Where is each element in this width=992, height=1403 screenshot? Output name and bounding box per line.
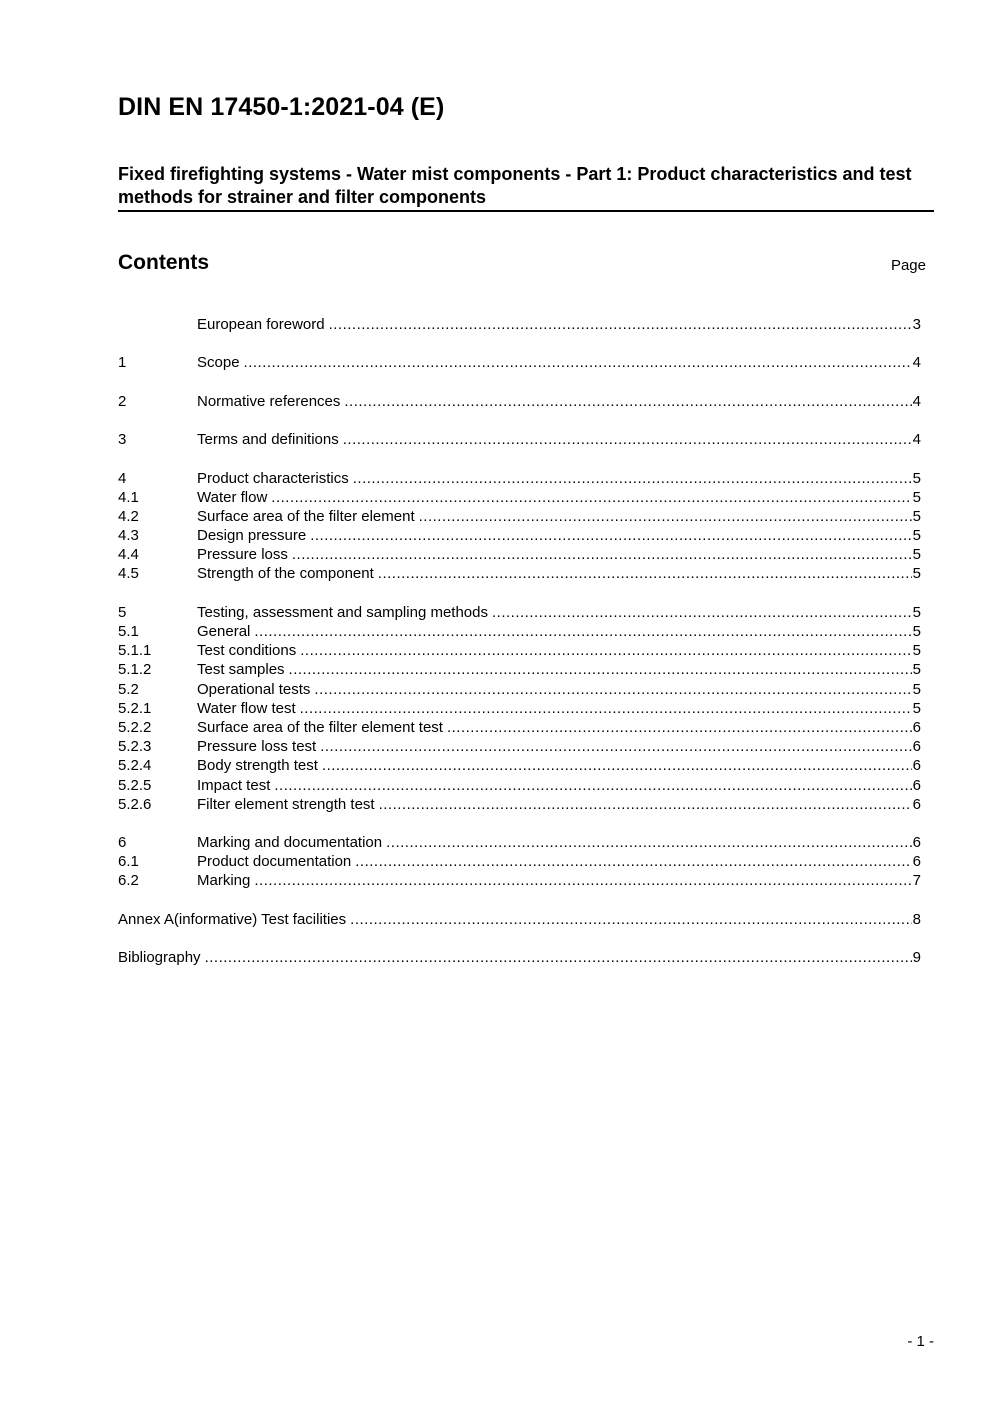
toc-entry-title: Surface area of the filter element test [197,718,443,736]
toc-entry-title: Terms and definitions [197,431,339,449]
toc-entry[interactable] [118,488,921,507]
toc-entry-page: 9 [912,949,921,967]
toc-entry-number: 1 [118,354,127,372]
toc-entry[interactable] [118,545,921,564]
toc-entry[interactable] [118,776,921,795]
toc-dot-leader [419,507,912,526]
toc-entry-title: European foreword [197,316,325,333]
toc-dot-leader [300,641,911,660]
toc-entry-page: 5 [912,680,921,698]
toc-dot-leader [386,833,912,852]
toc-entry-number: 3 [118,431,127,449]
toc-entry[interactable] [118,430,921,449]
toc-entry[interactable] [118,680,921,699]
toc-entry-number: 4.3 [118,527,139,545]
toc-entry-number: 5.1 [118,623,139,640]
toc-entry-title: Water flow [197,488,268,506]
contents-heading: Contents [118,251,209,274]
toc-dot-leader [447,718,912,737]
toc-entry-title: Pressure loss [197,546,288,564]
toc-entry-number: 4.1 [118,488,139,506]
toc-entry-page: 6 [912,834,921,852]
toc-entry-number: 5.2.6 [118,795,152,813]
toc-entry-page: 5 [912,661,921,679]
toc-entry[interactable] [118,871,921,890]
toc-entry-title: Surface area of the filter element [197,507,415,525]
toc-entry[interactable] [118,526,921,545]
toc-entry-title: Scope [197,354,240,372]
toc-entry-title: Testing, assessment and sampling methods [197,603,488,621]
toc-entry-number: 6.1 [118,853,139,871]
toc-dot-leader [344,392,911,411]
toc-entry-number: 5.1.2 [118,661,152,679]
page-column-label: Page [890,257,926,274]
toc-dot-leader [292,545,912,564]
toc-entry[interactable] [118,910,921,929]
toc-dot-leader [355,852,911,871]
toc-entry-page: 5 [912,469,921,487]
toc-entry-title: Normative references [197,392,341,410]
toc-entry-number: 4 [118,469,127,487]
toc-entry-number: 5.2.3 [118,738,152,756]
toc-entry-title: Design pressure [197,527,307,545]
toc-entry-page: 6 [912,718,921,736]
toc-entry-page: 6 [912,795,921,813]
toc-dot-leader [254,871,911,890]
toc-entry[interactable] [118,948,921,967]
toc-entry-title: Marking and documentation [197,834,383,852]
toc-entry[interactable] [118,737,921,756]
toc-entry[interactable] [118,852,921,871]
toc-entry-page: 5 [912,603,921,621]
toc-entry-page: 6 [912,738,921,756]
title-divider [118,210,934,212]
toc-dot-leader [300,699,912,718]
toc-dot-leader [314,680,911,699]
toc-dot-leader [320,737,911,756]
toc-entry-page: 6 [912,757,921,775]
toc-entry-page: 3 [912,316,921,333]
page-number: - 1 - [907,1333,934,1350]
toc-entry[interactable] [118,660,921,679]
toc-entry-page: 6 [912,776,921,794]
toc-entry-number: 4.2 [118,507,139,525]
toc-entry-title: Test samples [197,661,285,679]
toc-dot-leader [322,756,912,775]
toc-entry-title: Water flow test [197,699,296,717]
toc-dot-leader [379,795,912,814]
toc-entry-number: 5.2 [118,680,139,698]
toc-entry-title: Marking [197,872,251,890]
toc-entry-page: 6 [912,853,921,871]
toc-entry-title: General [197,623,251,640]
toc-entry-title: Operational tests [197,680,311,698]
toc-entry-number: 5 [118,603,127,621]
toc-dot-leader [343,430,912,449]
toc-entry[interactable] [118,315,921,334]
toc-entry-title: Impact test [197,776,271,794]
toc-dot-leader [353,469,912,488]
toc-entry[interactable] [118,622,921,641]
toc-entry-page: 4 [912,431,921,449]
toc-dot-leader [378,564,912,583]
toc-entry-title: Annex A(informative) Test facilities [118,910,347,928]
toc-entry-title: Bibliography [118,949,201,967]
toc-dot-leader [492,603,912,622]
toc-entry-number: 4.4 [118,546,139,564]
toc-entry-title: Product documentation [197,853,352,871]
toc-entry-page: 4 [912,392,921,410]
document-title: Fixed firefighting systems - Water mist components - Part 1: Product characteristics and test methods for strainer and filter components [118,164,912,207]
toc-entry-number: 2 [118,392,127,410]
toc-entry-title: Body strength test [197,757,318,775]
toc-entry[interactable] [118,603,921,622]
toc-entry-number: 6 [118,834,127,852]
toc-entry[interactable] [118,392,921,411]
toc-entry[interactable] [118,756,921,775]
toc-entry[interactable] [118,353,921,372]
toc-entry-title: Strength of the component [197,565,374,583]
toc-dot-leader [289,660,912,679]
toc-entry-number: 5.2.4 [118,757,152,775]
toc-entry-page: 4 [912,354,921,372]
toc-entry-number: 5.2.5 [118,776,152,794]
toc-entry-number: 5.1.1 [118,642,152,660]
document-id: DIN EN 17450-1:2021-04 (E) [118,93,445,121]
toc-entry-number: 4.5 [118,565,139,583]
toc-entry-number: 5.2.2 [118,718,152,736]
toc-entry-title: Product characteristics [197,469,349,487]
toc-entry-page: 5 [912,642,921,660]
toc-entry[interactable] [118,564,921,583]
toc-entry[interactable] [118,507,921,526]
toc-entry-title: Test conditions [197,642,297,660]
toc-entry-page: 5 [912,699,921,717]
toc-dot-leader [274,776,911,795]
toc-entry-page: 5 [912,488,921,506]
toc-entry-page: 5 [912,546,921,564]
toc-entry-page: 5 [912,623,921,640]
toc-dot-leader [205,948,912,967]
toc-entry[interactable] [118,699,921,718]
toc-dot-leader [329,315,912,334]
toc-entry-page: 7 [912,872,921,890]
toc-dot-leader [350,910,912,929]
toc-entry-page: 5 [912,507,921,525]
toc-entry[interactable] [118,641,921,660]
toc-entry[interactable] [118,718,921,737]
table-of-contents [118,315,921,967]
toc-dot-leader [310,526,911,545]
toc-entry-title: Filter element strength test [197,795,375,813]
toc-entry-page: 8 [912,910,921,928]
toc-entry[interactable] [118,795,921,814]
toc-dot-leader [244,353,912,372]
toc-entry[interactable] [118,833,921,852]
toc-entry-number: 5.2.1 [118,699,152,717]
toc-entry-number: 6.2 [118,872,139,890]
toc-dot-leader [254,622,911,641]
toc-entry[interactable] [118,469,921,488]
toc-entry-page: 5 [912,565,921,583]
toc-dot-leader [271,488,911,507]
toc-entry-page: 5 [912,527,921,545]
toc-entry-title: Pressure loss test [197,738,317,756]
